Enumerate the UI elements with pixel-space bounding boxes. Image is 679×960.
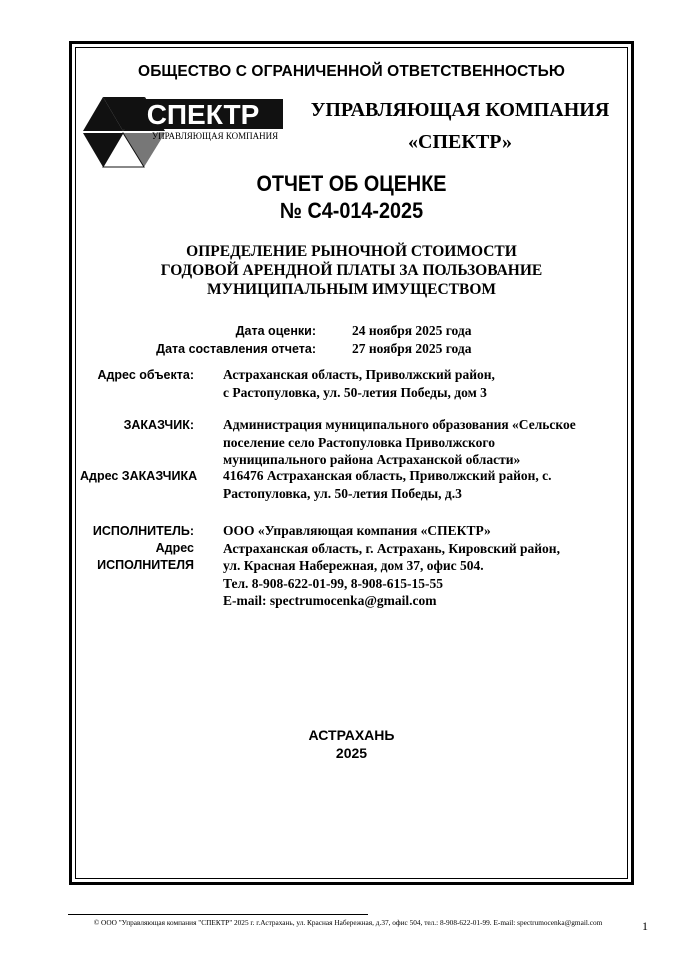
- page-number: 1: [642, 919, 648, 933]
- report-subject: [75, 242, 628, 299]
- contractor: [223, 522, 560, 610]
- customer-address: [223, 467, 552, 502]
- object-address: [223, 366, 495, 401]
- spektr-logo: [83, 93, 288, 171]
- organization-form: ОБЩЕСТВО С ОГРАНИЧЕННОЙ ОТВЕТСТВЕННОСТЬЮ: [138, 63, 565, 80]
- year: 2025: [335, 745, 368, 761]
- logo-text: СПЕКТР: [146, 99, 260, 130]
- footer-text: © ООО "Управляющая компания "СПЕКТР" 2025 г. г.Астрахань, ул. Красная Набережная, д.37, офис 504, тел.: 8-908-622-01-99. E-mail: spectrumocenka@gmail.com: [93, 918, 603, 927]
- company-name-line2: «СПЕКТР»: [408, 131, 512, 153]
- report-subject-line: ОПРЕДЕЛЕНИЕ РЫНОЧНОЙ СТОИМОСТИ: [186, 243, 517, 260]
- object-address-line: Астраханская область, Приволжский район,: [223, 367, 495, 382]
- contractor-line: Тел. 8-908-622-01-99, 8-908-615-15-55: [223, 575, 444, 591]
- place-and-year: [75, 726, 628, 762]
- contractor-line: ООО «Управляющая компания «СПЕКТР»: [223, 523, 491, 538]
- contractor-line: ул. Красная Набережная, дом 37, офис 504.: [223, 558, 484, 573]
- customer-address-line: Растопуловка, ул. 50-летия Победы, д.3: [223, 485, 462, 501]
- customer-address-label: Адрес ЗАКАЗЧИКА: [80, 469, 198, 483]
- contractor-line: Астраханская область, г. Астрахань, Кировский район,: [223, 540, 560, 556]
- contractor-address-label: ИСПОЛНИТЕЛЯ: [97, 558, 194, 572]
- contractor-email: E-mail: spectrumocenka@gmail.com: [223, 593, 437, 608]
- valuation-date-label: Дата оценки:: [235, 324, 316, 338]
- customer-line: Администрация муниципального образования «Сельское: [223, 417, 576, 432]
- customer-line: муниципального района Астраханской области»: [223, 452, 521, 467]
- customer-label: ЗАКАЗЧИК:: [123, 418, 194, 432]
- customer-address-line: 416476 Астраханская область, Приволжский район, с.: [223, 468, 552, 483]
- contractor-address-label: Адрес: [155, 541, 194, 555]
- object-address-label: Адрес объекта:: [97, 368, 194, 382]
- report-subject-line: ГОДОВОЙ АРЕНДНОЙ ПЛАТЫ ЗА ПОЛЬЗОВАНИЕ: [160, 262, 543, 279]
- company-name-line1: УПРАВЛЯЮЩАЯ КОМПАНИЯ: [310, 99, 610, 121]
- report-title: ОТЧЕТ ОБ ОЦЕНКЕ: [256, 171, 447, 196]
- report-date-label: Дата составления отчета:: [156, 342, 316, 356]
- logo-subtext: УПРАВЛЯЮЩАЯ КОМПАНИЯ: [151, 131, 279, 141]
- contractor-label: ИСПОЛНИТЕЛЬ:: [92, 524, 194, 538]
- customer: [223, 416, 576, 469]
- customer-line: поселение село Растопуловка Приволжского: [223, 434, 495, 450]
- report-number: № С4-014-2025: [279, 198, 424, 223]
- report-date: 27 ноября 2025 года: [352, 341, 472, 356]
- valuation-date: 24 ноября 2025 года: [352, 323, 472, 338]
- city: АСТРАХАНЬ: [308, 727, 395, 743]
- footer-rule: [68, 914, 368, 915]
- report-subject-line: МУНИЦИПАЛЬНЫМ ИМУЩЕСТВОМ: [206, 281, 497, 298]
- object-address-line: с Растопуловка, ул. 50-летия Победы, дом 3: [223, 384, 487, 400]
